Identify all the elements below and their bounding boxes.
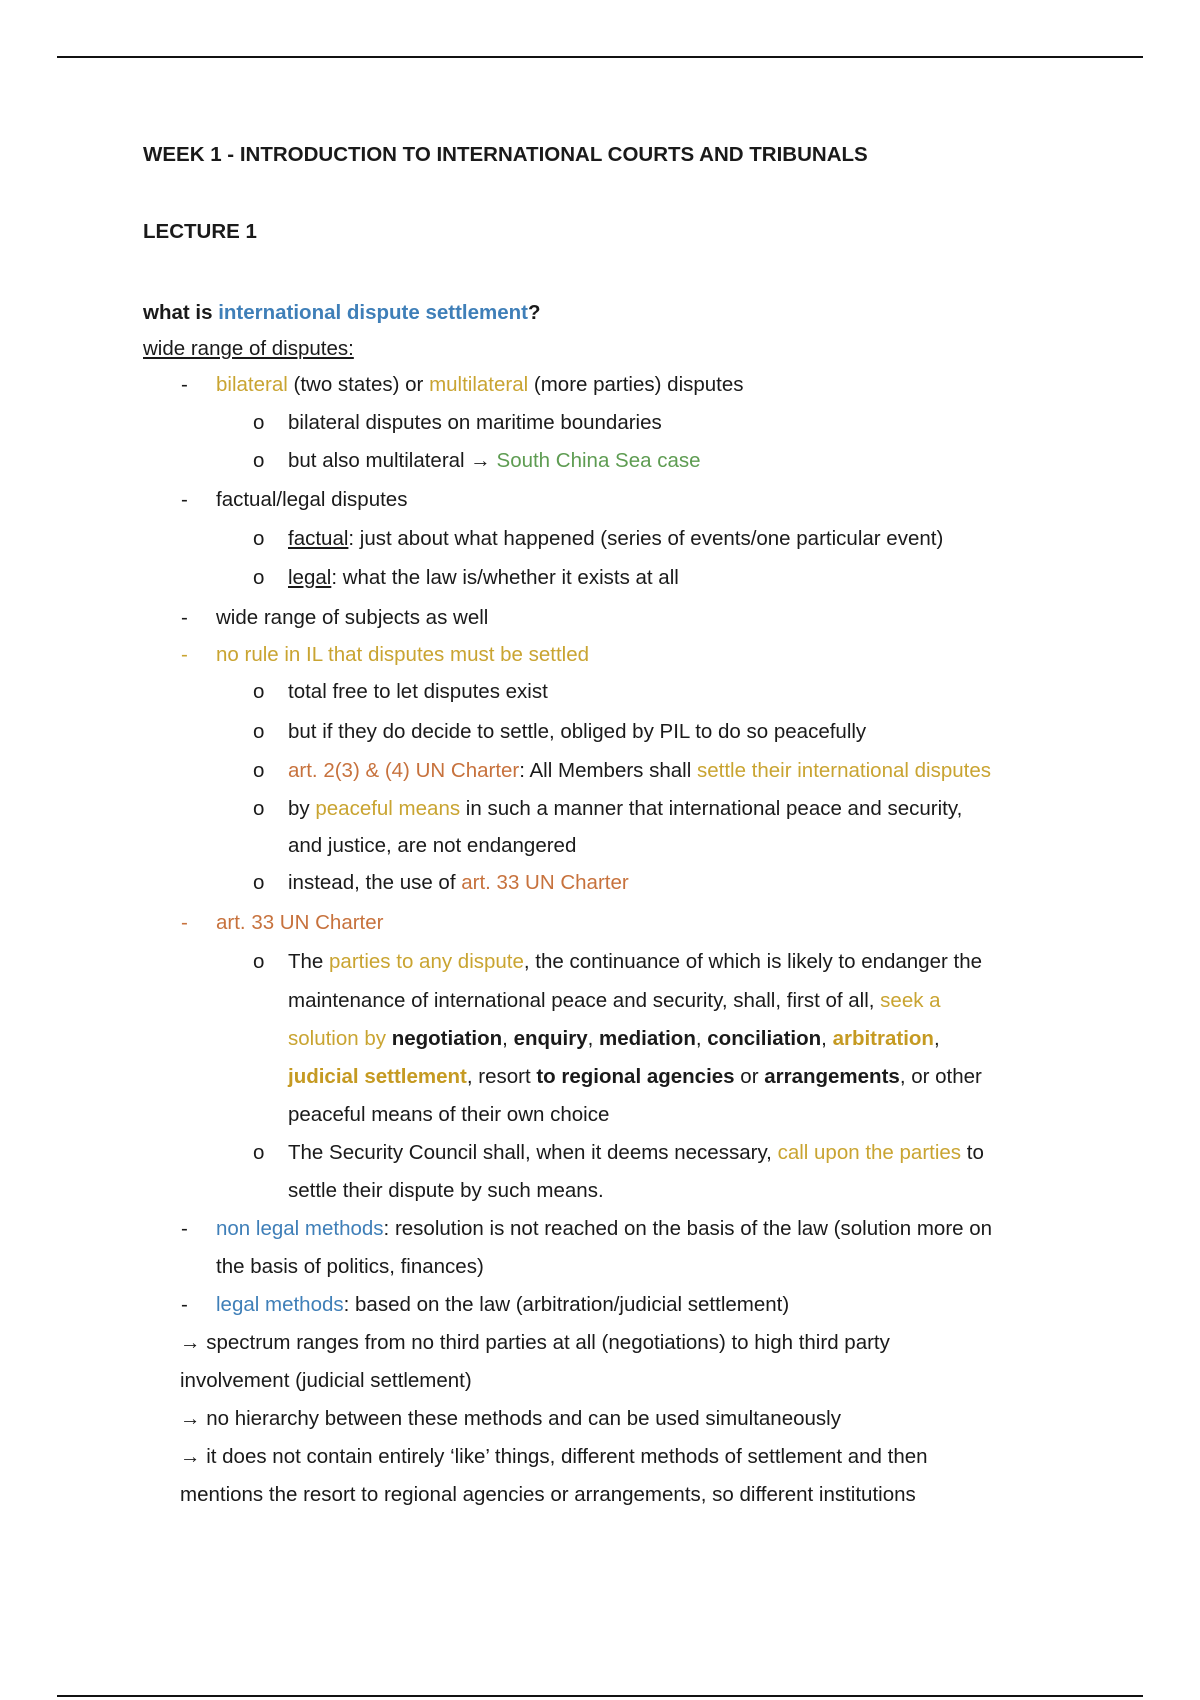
sub-list-item xyxy=(143,558,1083,598)
text: , resort xyxy=(466,1065,537,1088)
term-judicial-settlement: judicial settlement xyxy=(288,1065,467,1088)
text: (more parties) disputes xyxy=(528,373,744,396)
term-legal-methods: legal methods xyxy=(216,1293,344,1316)
continuation-line xyxy=(143,790,1083,828)
question-heading xyxy=(143,294,1083,332)
term-regional-agencies: to regional agencies xyxy=(536,1065,735,1088)
lecture-heading: LECTURE 1 xyxy=(143,220,257,243)
list-item: - factual/legal disputes xyxy=(143,480,1083,520)
arrow-note: → it does not contain entirely ‘like’ things, different methods of settlement and then xyxy=(180,1445,928,1468)
text: , xyxy=(587,1027,600,1050)
term-legal: legal xyxy=(288,566,332,589)
term-factual: factual xyxy=(288,527,349,550)
question-prefix: what is xyxy=(143,301,219,324)
text: The xyxy=(288,950,330,973)
text: maintenance of international peace and security, shall, first of all, xyxy=(288,989,881,1012)
arrow-note: → no hierarchy between these methods and can be used simultaneously xyxy=(180,1407,841,1430)
term-peaceful-means: peaceful means xyxy=(315,797,461,820)
sub-list-item xyxy=(143,864,1083,902)
arrow-note: → spectrum ranges from no third parties at all (negotiations) to high third party xyxy=(180,1331,890,1354)
continuation-line xyxy=(143,1020,1083,1058)
text: (two states) or xyxy=(287,373,430,396)
text: The Security Council shall, when it deems necessary, xyxy=(288,1141,778,1164)
continuation-line: the basis of politics, finances) xyxy=(216,1255,484,1278)
text: by xyxy=(288,797,316,820)
list-item xyxy=(143,1286,1083,1324)
sub-list-item xyxy=(143,752,1083,790)
continuation-line: involvement (judicial settlement) xyxy=(180,1369,472,1392)
term-call-upon-parties: call upon the parties xyxy=(777,1141,962,1164)
text: : based on the law (arbitration/judicial settlement) xyxy=(343,1293,790,1316)
text: instead, the use of xyxy=(288,871,462,894)
sub-list-item: o but if they do decide to settle, obliged by PIL to do so peacefully xyxy=(143,711,1083,752)
text: , xyxy=(695,1027,708,1050)
south-china-sea-case: South China Sea case xyxy=(496,449,701,472)
term-solution-by: solution by xyxy=(288,1027,392,1050)
list-item: - wide range of subjects as well xyxy=(143,598,1083,637)
art-33-un-charter: art. 33 UN Charter xyxy=(461,871,629,894)
text: , xyxy=(502,1027,514,1050)
page-title: WEEK 1 - INTRODUCTION TO INTERNATIONAL COURTS AND TRIBUNALS xyxy=(143,143,868,166)
question-mark: ? xyxy=(528,301,541,324)
term-seek-a: seek a xyxy=(880,989,941,1012)
text: or xyxy=(734,1065,765,1088)
term-multilateral: multilateral xyxy=(429,373,529,396)
term-non-legal-methods: non legal methods xyxy=(216,1217,384,1240)
continuation-line: peaceful means of their own choice xyxy=(288,1103,610,1126)
text: to xyxy=(961,1141,984,1164)
term-settle-disputes: settle their international disputes xyxy=(696,759,991,782)
text: but also multilateral → xyxy=(288,449,497,472)
term-mediation: mediation xyxy=(599,1027,696,1050)
continuation-line: settle their dispute by such means. xyxy=(288,1179,604,1202)
term-arrangements: arrangements xyxy=(764,1065,900,1088)
text: : just about what happened (series of events/one particular event) xyxy=(348,527,944,550)
term-bilateral: bilateral xyxy=(216,373,288,396)
term-enquiry: enquiry xyxy=(513,1027,588,1050)
sub-list-item xyxy=(143,1134,1083,1172)
document-body xyxy=(143,143,1083,1514)
continuation-line: and justice, are not endangered xyxy=(288,834,577,857)
continuation-line: mentions the resort to regional agencies or arrangements, so different institutions xyxy=(180,1483,916,1506)
question-term: international dispute settlement xyxy=(218,301,529,324)
text: , xyxy=(821,1027,833,1050)
list-item: - no rule in IL that disputes must be settled xyxy=(143,637,1083,673)
art-2-un-charter: art. 2(3) & (4) UN Charter xyxy=(288,759,520,782)
text: , or other xyxy=(899,1065,982,1088)
text: : what the law is/whether it exists at all xyxy=(331,566,679,589)
text: , the continuance of which is likely to endanger the xyxy=(523,950,983,973)
text: , xyxy=(933,1027,940,1050)
text: : All Members shall xyxy=(519,759,697,782)
sub-list-item: o total free to let disputes exist xyxy=(143,673,1083,711)
list-item xyxy=(143,1210,1083,1248)
continuation-line xyxy=(143,1058,1083,1096)
continuation-line xyxy=(143,981,1083,1020)
wide-range-heading: wide range of disputes: xyxy=(143,337,354,360)
list-item xyxy=(143,366,1083,404)
sub-list-item xyxy=(143,943,1083,981)
header-rule xyxy=(57,56,1143,58)
sub-list-item xyxy=(143,520,1083,558)
term-parties-to-dispute: parties to any dispute xyxy=(329,950,524,973)
sub-list-item xyxy=(143,442,1083,480)
term-negotiation: negotiation xyxy=(391,1027,503,1050)
text: : resolution is not reached on the basis of the law (solution more on xyxy=(383,1217,993,1240)
term-arbitration: arbitration xyxy=(832,1027,934,1050)
sub-list-item: o bilateral disputes on maritime boundaries xyxy=(143,404,1083,442)
text: in such a manner that international peace and security, xyxy=(460,797,963,820)
list-item: - art. 33 UN Charter xyxy=(143,902,1083,943)
term-conciliation: conciliation xyxy=(707,1027,822,1050)
footer-rule xyxy=(57,1695,1143,1697)
